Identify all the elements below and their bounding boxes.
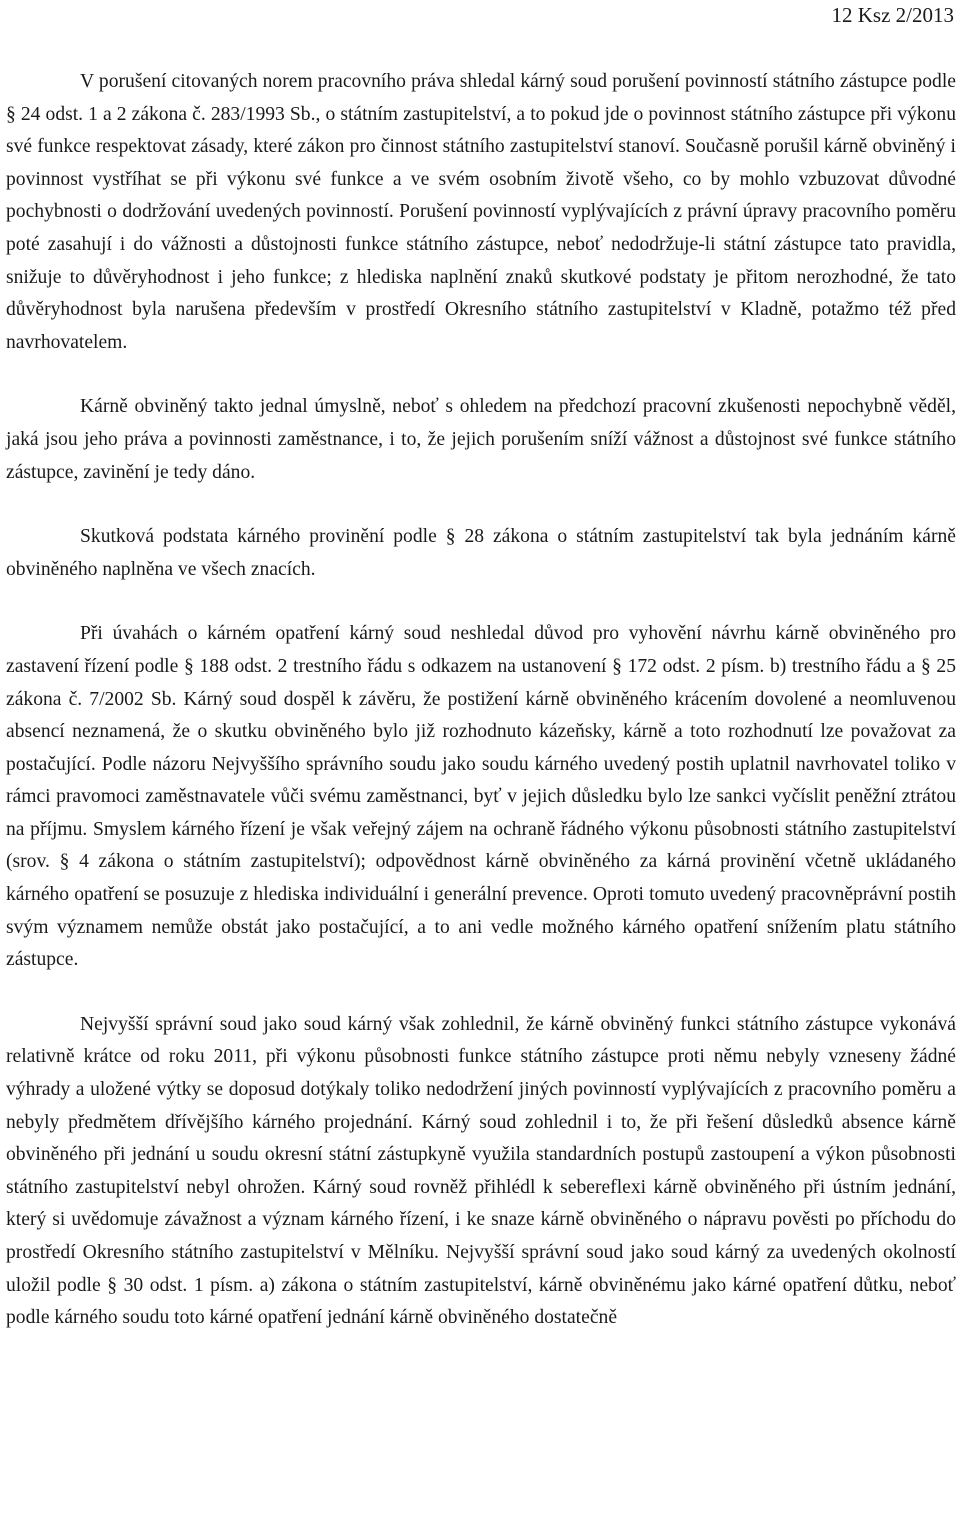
paragraph-3: Skutková podstata kárného provinění podle § 28 zákona o státním zastupitelství tak byla jednáním kárně obviněného naplněna ve všech znacích. bbox=[6, 526, 956, 580]
document-body bbox=[6, 66, 956, 1335]
paragraph-5: Nejvyšší správní soud jako soud kárný však zohlednil, že kárně obviněný funkci státního zástupce vykonává relativně krátce od roku 2011, při výkonu působnosti funkce státního zástupce proti němu nebyly vzneseny žádné výhrady a uložené výtky se doposud dotýkaly toliko nedodržení jiných povinností vyplývajících z pracovního poměru a nebyly předmětem dřívějšího kárného projednání. Kárný soud zohlednil i to, že při řešení důsledků absence kárně obviněného při jednání u soudu okresní státní zástupkyně využila standardních postupů zastoupení a výkon působnosti státního zastupitelství nebyl ohrožen. Kárný soud rovněž přihlédl k sebereflexi kárně obviněného při ústním jednání, který si uvědomuje závažnost a význam kárného řízení, i ke snaze kárně obviněného o nápravu pověsti po příchodu do prostředí Okresního státního zastupitelství v Mělníku. Nejvyšší správní soud jako soud kárný za uvedených okolností uložil podle § 30 odst. 1 písm. a) zákona o státním zastupitelství, kárně obviněnému jako kárné opatření důtku, neboť podle kárného soudu toto kárné opatření jednání kárně obviněného dostatečně bbox=[6, 1013, 956, 1329]
paragraph-1: V porušení citovaných norem pracovního práva shledal kárný soud porušení povinností státního zástupce podle § 24 odst. 1 a 2 zákona č. 283/1993 Sb., o státním zastupitelství, a to pokud jde o povinnost státního zástupce při výkonu své funkce respektovat zásady, které zákon pro činnost státního zastupitelství stanoví. Současně porušil kárně obviněný i povinnost vystříhat se při výkonu své funkce a ve svém osobním životě všeho, co by mohlo vzbuzovat důvodné pochybnosti o dodržování uvedených povinností. Porušení povinností vyplývajících z právní úpravy pracovního poměru poté zasahují i do vážnosti a důstojnosti funkce státního zástupce, neboť nedodržuje-li státní zástupce tato pravidla, snižuje to důvěryhodnost i jeho funkce; z hlediska naplnění znaků skutkové podstaty je přitom nerozhodné, že tato důvěryhodnost byla narušena především v prostředí Okresního státního zastupitelství v Kladně, potažmo též před navrhovatelem. bbox=[6, 71, 956, 353]
paragraph-4: Při úvahách o kárném opatření kárný soud neshledal důvod pro vyhovění návrhu kárně obviněného pro zastavení řízení podle § 188 odst. 2 trestního řádu s odkazem na ustanovení § 172 odst. 2 písm. b) trestního řádu a § 25 zákona č. 7/2002 Sb. Kárný soud dospěl k závěru, že postižení kárně obviněného krácením dovolené a neomluvenou absencí neznamená, že o skutku obviněného bylo již rozhodnuto kázeňsky, kárně a toto rozhodnutí lze považovat za postačující. Podle názoru Nejvyššího správního soudu jako soudu kárného uvedený postih uplatnil navrhovatel toliko v rámci pravomoci zaměstnavatele vůči svému zaměstnanci, byť v jejich důsledku bylo lze sankci vyčíslit peněžní ztrátou na příjmu. Smyslem kárného řízení je však veřejný zájem na ochraně řádného výkonu působnosti státního zastupitelství (srov. § 4 zákona o státním zastupitelství); odpovědnost kárně obviněného za kárná provinění včetně ukládaného kárného opatření se posuzuje z hlediska individuální i generální prevence. Oproti tomuto uvedený pracovněprávní postih svým významem nemůže obstát jako postačující, a to ani vedle možného kárného opatření snížením platu státního zástupce. bbox=[6, 623, 956, 971]
page-header-case-number: 12 Ksz 2/2013 bbox=[831, 3, 954, 27]
paragraph-2: Kárně obviněný takto jednal úmyslně, neboť s ohledem na předchozí pracovní zkušenosti nepochybně věděl, jaká jsou jeho práva a povinnosti zaměstnance, i to, že jejich porušením sníží vážnost a důstojnost své funkce státního zástupce, zavinění je tedy dáno. bbox=[6, 396, 956, 483]
